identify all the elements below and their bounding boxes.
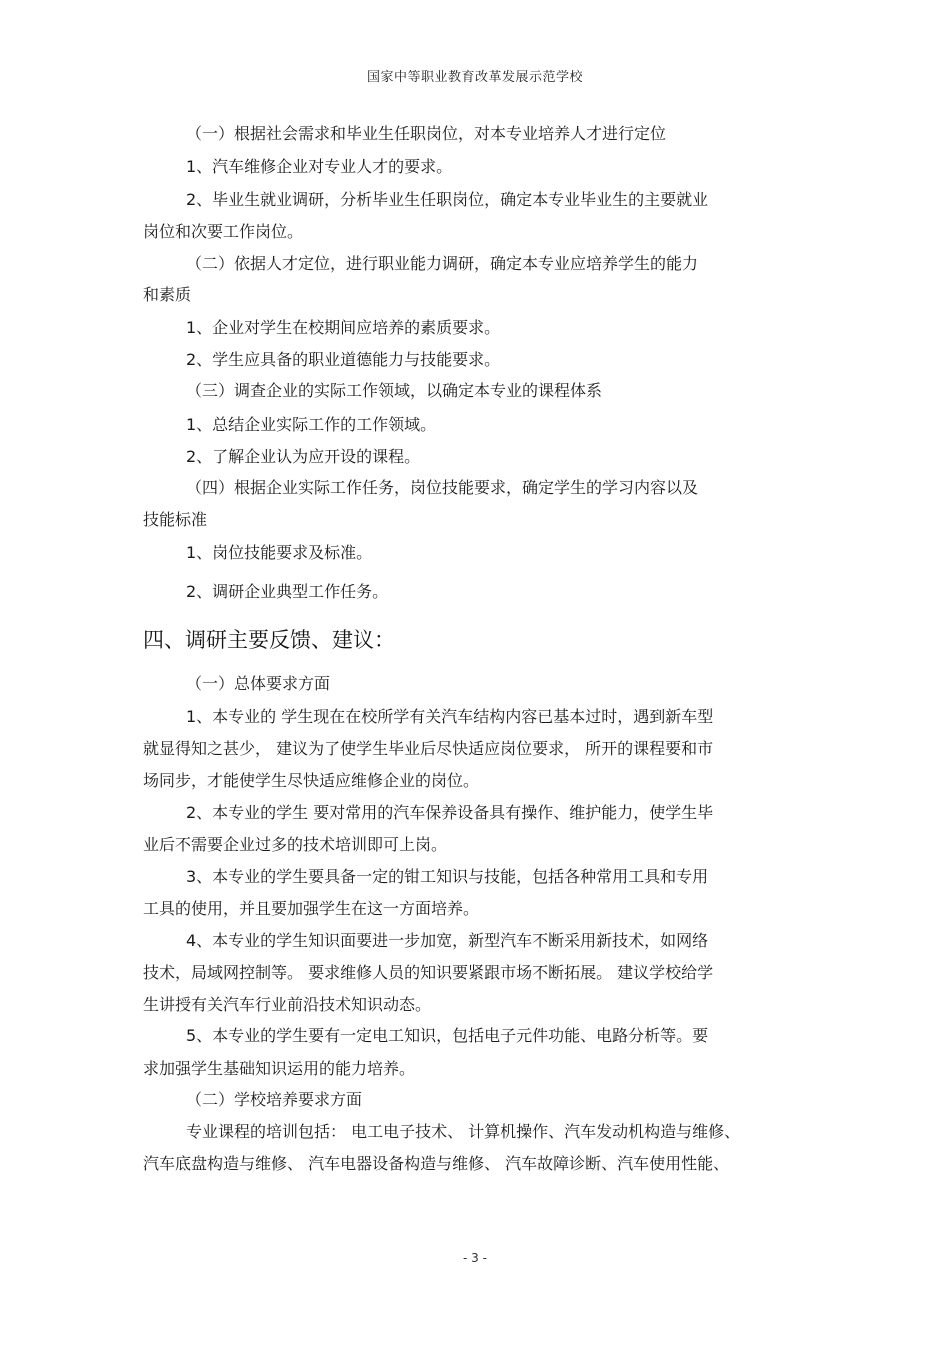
- paragraph-line: 2、本专业的学生 要对常用的汽车保养设备具有操作、维护能力，使学生毕: [186, 803, 714, 822]
- paragraph-line: 专业课程的培训包括： 电工电子技术、 计算机操作、汽车发动机构造与维修、: [186, 1122, 741, 1141]
- paragraph-line: （四）根据企业实际工作任务，岗位技能要求，确定学生的学习内容以及: [186, 478, 699, 497]
- paragraph-line: 2、毕业生就业调研，分析毕业生任职岗位，确定本专业毕业生的主要就业: [186, 190, 709, 209]
- paragraph-line: （二）依据人才定位，进行职业能力调研，确定本专业应培养学生的能力: [186, 254, 699, 273]
- paragraph-line: 场同步，才能使学生尽快适应维修企业的岗位。: [143, 771, 480, 790]
- paragraph-line: （一）总体要求方面: [186, 674, 331, 693]
- paragraph-line: 工具的使用，并且要加强学生在这一方面培养。: [143, 899, 480, 918]
- paragraph-line: 4、本专业的学生知识面要进一步加宽，新型汽车不断采用新技术，如网络: [186, 931, 709, 950]
- paragraph-line: 和素质: [143, 285, 192, 304]
- paragraph-line: 1、总结企业实际工作的工作领域。: [186, 415, 437, 434]
- section-title: 四、调研主要反馈、建议：: [143, 628, 395, 652]
- paragraph-line: 2、学生应具备的职业道德能力与技能要求。: [186, 350, 501, 369]
- paragraph-line: 岗位和次要工作岗位。: [143, 222, 304, 241]
- paragraph-line: 业后不需要企业过多的技术培训即可上岗。: [143, 835, 448, 854]
- paragraph-line: 求加强学生基础知识运用的能力培养。: [143, 1059, 416, 1078]
- paragraph-line: 5、本专业的学生要有一定电工知识，包括电子元件功能、电路分析等。要: [186, 1026, 709, 1045]
- paragraph-line: 2、调研企业典型工作任务。: [186, 582, 389, 601]
- paragraph-line: 生讲授有关汽车行业前沿技术知识动态。: [143, 995, 432, 1014]
- paragraph-line: 技术，局域网控制等。 要求维修人员的知识要紧跟市场不断拓展。 建议学校给学: [143, 963, 714, 982]
- paragraph-line: 1、本专业的 学生现在在校所学有关汽车结构内容已基本过时，遇到新车型: [186, 707, 714, 726]
- paragraph-line: （二）学校培养要求方面: [186, 1090, 363, 1109]
- paragraph-line: 2、了解企业认为应开设的课程。: [186, 447, 421, 466]
- paragraph-line: 就显得知之甚少， 建议为了使学生毕业后尽快适应岗位要求， 所开的课程要和市: [143, 739, 714, 758]
- paragraph-line: 3、本专业的学生要具备一定的钳工知识与技能，包括各种常用工具和专用: [186, 867, 709, 886]
- paragraph-line: （一）根据社会需求和毕业生任职岗位，对本专业培养人才进行定位: [186, 124, 667, 143]
- paragraph-line: 汽车底盘构造与维修、 汽车电器设备构造与维修、 汽车故障诊断、汽车使用性能、: [143, 1154, 730, 1173]
- page-number: - 3 -: [463, 1251, 487, 1265]
- paragraph-line: 1、岗位技能要求及标准。: [186, 543, 373, 562]
- paragraph-line: 技能标准: [143, 510, 208, 529]
- paragraph-line: 1、企业对学生在校期间应培养的素质要求。: [186, 318, 501, 337]
- paragraph-line: （三）调查企业的实际工作领域，以确定本专业的课程体系: [186, 381, 603, 400]
- page-header: 国家中等职业教育改革发展示范学校: [366, 70, 583, 85]
- paragraph-line: 1、汽车维修企业对专业人才的要求。: [186, 157, 453, 176]
